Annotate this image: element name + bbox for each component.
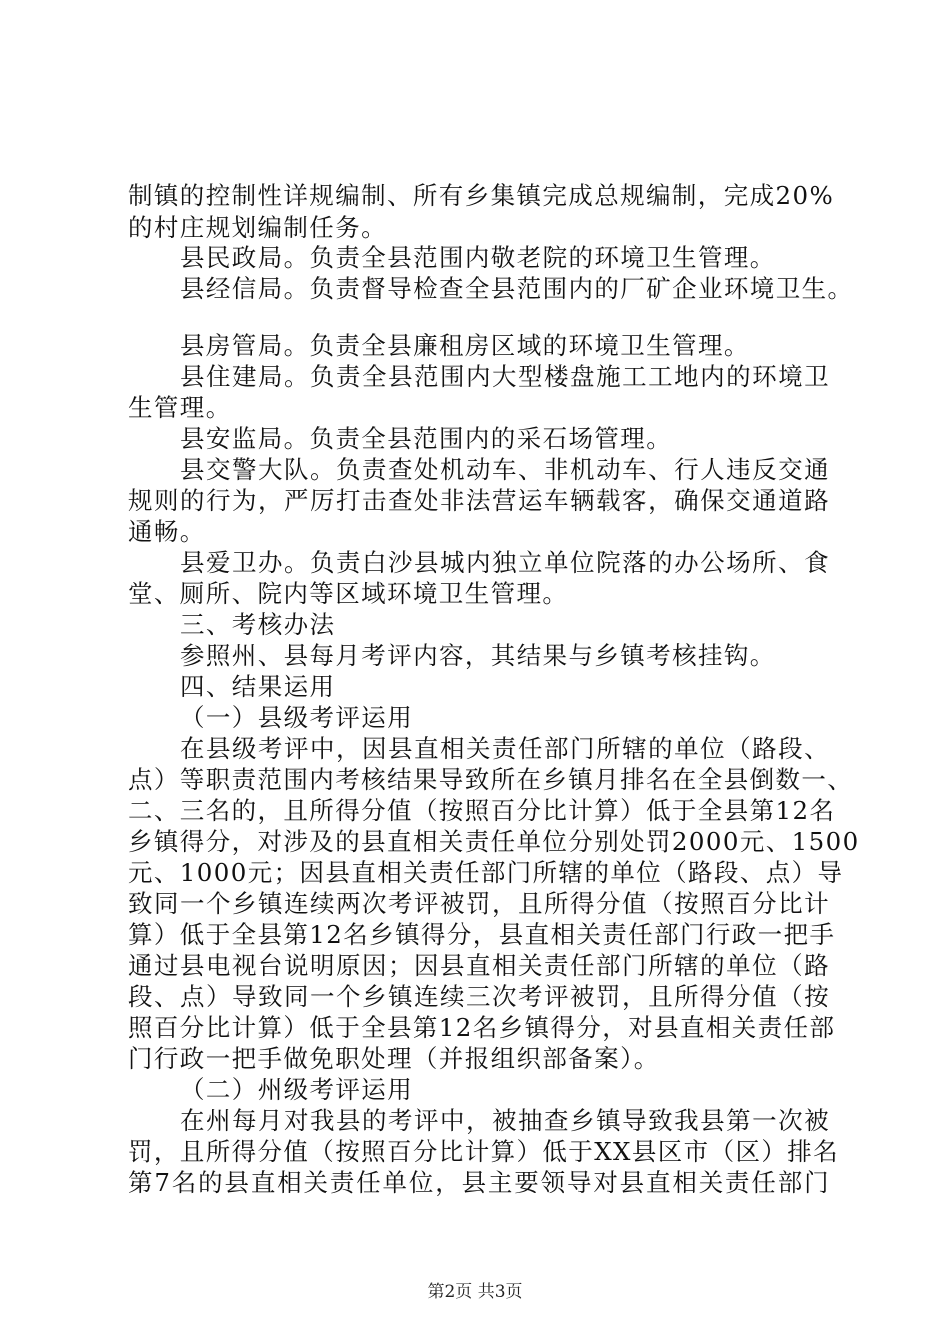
body-line: 乡镇得分，对涉及的县直相关责任单位分别处罚2000元、1500 [128, 827, 860, 856]
body-line: 规则的行为，严厉打击查处非法营运车辆载客，确保交通道路 [128, 486, 830, 515]
body-line: 通过县电视台说明原因；因县直相关责任部门所辖的单位（路 [128, 951, 830, 980]
body-line: 算）低于全县第12名乡镇得分，县直相关责任部门行政一把手 [128, 920, 836, 949]
section-heading: 四、结果运用 [180, 672, 336, 701]
body-line: 县民政局。负责全县范围内敬老院的环境卫生管理。 [180, 243, 776, 272]
body-line: 照百分比计算）低于全县第12名乡镇得分，对县直相关责任部 [128, 1013, 836, 1042]
body-line: 二、三名的，且所得分值（按照百分比计算）低于全县第12名 [128, 796, 836, 825]
body-line: 的村庄规划编制任务。 [128, 213, 387, 242]
subsection-heading: （一）县级考评运用 [180, 703, 414, 732]
body-line: 在县级考评中，因县直相关责任部门所辖的单位（路段、 [180, 734, 830, 763]
body-line: 致同一个乡镇连续两次考评被罚，且所得分值（按照百分比计 [128, 889, 830, 918]
body-line: 参照州、县每月考评内容，其结果与乡镇考核挂钩。 [180, 641, 776, 670]
body-line: 制镇的控制性详规编制、所有乡集镇完成总规编制，完成20% [128, 181, 835, 210]
body-line: 罚，且所得分值（按照百分比计算）低于XX县区市（区）排名 [128, 1137, 840, 1166]
body-line: 段、点）导致同一个乡镇连续三次考评被罚，且所得分值（按 [128, 982, 830, 1011]
body-line: 县房管局。负责全县廉租房区域的环境卫生管理。 [180, 331, 750, 360]
section-heading: 三、考核办法 [180, 610, 336, 639]
body-line: 第7名的县直相关责任单位，县主要领导对县直相关责任部门 [128, 1168, 830, 1197]
body-line: 元、1000元；因县直相关责任部门所辖的单位（路段、点）导 [128, 858, 844, 887]
body-line: 县交警大队。负责查处机动车、非机动车、行人违反交通 [180, 455, 830, 484]
subsection-heading: （二）州级考评运用 [180, 1075, 414, 1104]
body-line: 生管理。 [128, 393, 232, 422]
page-footer: 第2页 共3页 [427, 1282, 523, 1302]
body-line: 通畅。 [128, 517, 206, 546]
body-line: 县经信局。负责督导检查全县范围内的厂矿企业环境卫生。 [180, 274, 854, 303]
body-line: 堂、厕所、院内等区域环境卫生管理。 [128, 579, 569, 608]
body-line: 点）等职责范围内考核结果导致所在乡镇月排名在全县倒数一、 [128, 765, 854, 794]
body-line: 县安监局。负责全县范围内的采石场管理。 [180, 424, 673, 453]
body-line: 在州每月对我县的考评中，被抽查乡镇导致我县第一次被 [180, 1106, 830, 1135]
body-line: 县爱卫办。负责白沙县城内独立单位院落的办公场所、食 [180, 548, 830, 577]
body-line: 门行政一把手做免职处理（并报组织部备案）。 [128, 1044, 660, 1073]
body-line: 县住建局。负责全县范围内大型楼盘施工工地内的环境卫 [180, 362, 830, 391]
